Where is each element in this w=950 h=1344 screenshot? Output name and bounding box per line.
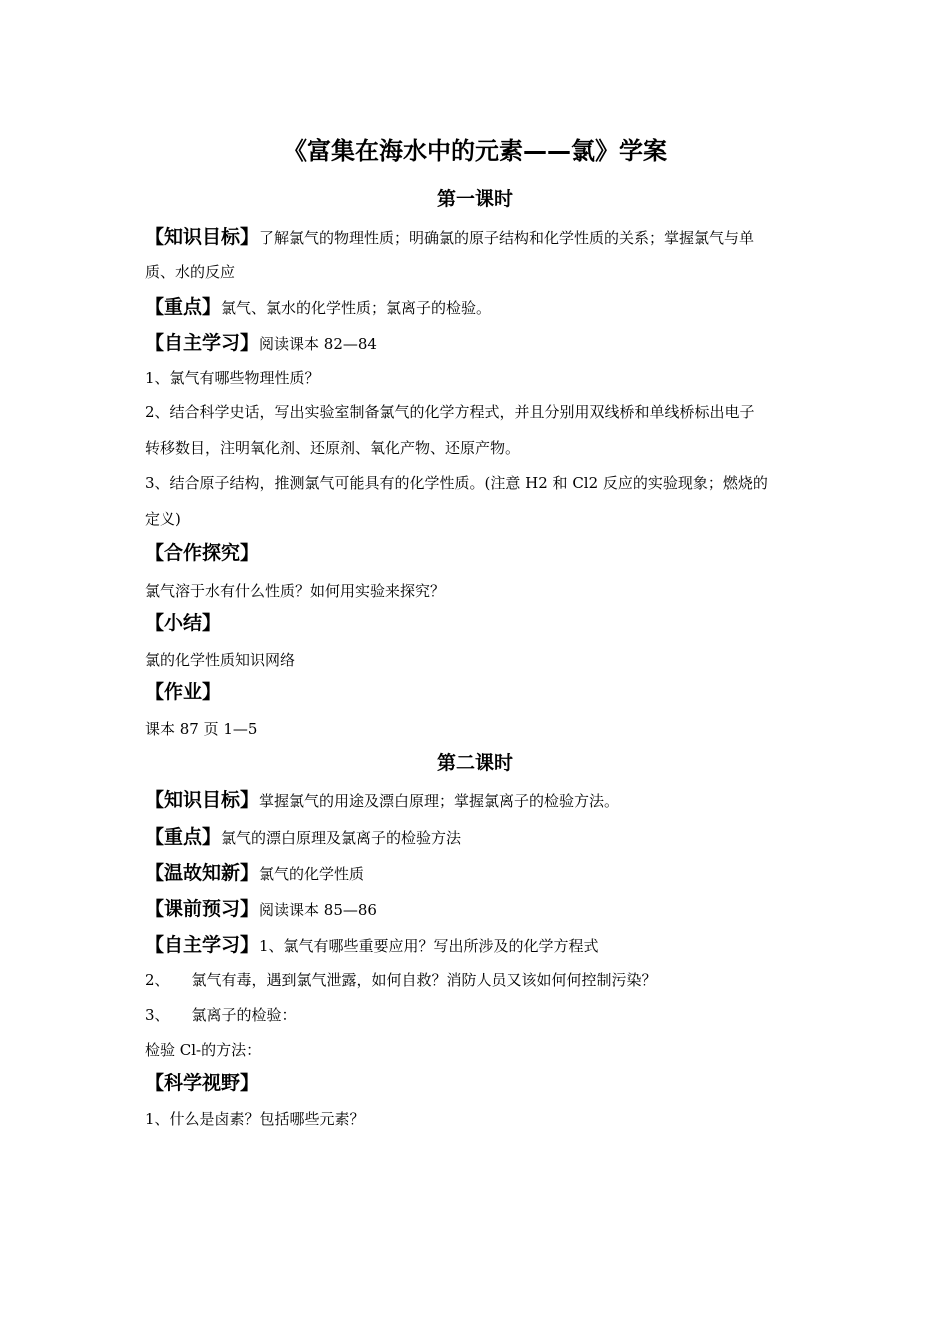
homework-heading: [145, 681, 815, 704]
lesson-2-question-2: [145, 969, 815, 991]
homework-label: 【作业】: [145, 681, 222, 703]
self-study-text: 阅读课本 82—84: [259, 335, 377, 353]
lesson-2-review: [145, 862, 815, 885]
question-2-cont: 转移数目，注明氧化剂、还原剂、氧化产物、还原产物。: [145, 439, 521, 457]
summary-heading: [145, 612, 815, 635]
lesson-2-self-study: [145, 934, 815, 957]
homework-text: 课本 87 页 1—5: [145, 720, 258, 738]
goal-text: 了解氯气的物理性质；明确氯的原子结构和化学性质的关系；掌握氯气与单: [259, 229, 755, 247]
cooperation-label: 【合作探究】: [145, 542, 260, 564]
lesson-1-goal: [145, 226, 815, 249]
question-3: 3、结合原子结构，推测氯气可能具有的化学性质。(注意 H2 和 Cl2 反应的实验现象；燃烧的: [145, 474, 768, 492]
goal-label: 【知识目标】: [145, 226, 260, 248]
cooperation-text: 氯气溶于水有什么性质？如何用实验来探究？: [145, 582, 446, 600]
lesson-2-question-3: [145, 1004, 815, 1026]
self-study-label: 【自主学习】: [145, 332, 260, 354]
self-study-label: 【自主学习】: [145, 934, 260, 956]
summary-label: 【小结】: [145, 612, 222, 634]
question-3-cont: 定义): [145, 510, 181, 528]
lesson-2-heading: 第二课时: [436, 752, 513, 774]
key-text: 氯气的漂白原理及氯离子的检验方法: [221, 829, 462, 847]
lesson-2-preview: [145, 898, 815, 921]
lesson-1-self-study: [145, 332, 815, 355]
key-label: 【重点】: [145, 826, 222, 848]
lesson-2-key: [145, 826, 815, 849]
chloride-test-method: 检验 Cl-的方法：: [145, 1041, 262, 1059]
summary-text: 氯的化学性质知识网络: [145, 651, 296, 669]
goal-text: 掌握氯气的用途及漂白原理；掌握氯离子的检验方法。: [259, 792, 620, 810]
review-text: 氯气的化学性质: [259, 865, 365, 883]
goal-label: 【知识目标】: [145, 789, 260, 811]
key-text: 氯气、氯水的化学性质；氯离子的检验。: [221, 299, 492, 317]
self-study-text: 1、氯气有哪些重要应用？写出所涉及的化学方程式: [259, 937, 599, 955]
question-text: 氯气有毒，遇到氯气泄露，如何自救？消防人员又该如何何控制污染？: [191, 971, 657, 989]
science-vision-label: 【科学视野】: [145, 1072, 260, 1094]
question-number: 2、: [145, 971, 170, 989]
lesson-2-goal: [145, 789, 815, 812]
preview-label: 【课前预习】: [145, 898, 260, 920]
document-title: 《富集在海水中的元素——氯》学案: [283, 137, 667, 165]
question-1: 1、氯气有哪些物理性质？: [145, 369, 320, 387]
key-label: 【重点】: [145, 296, 222, 318]
cooperation-heading: [145, 542, 815, 565]
preview-text: 阅读课本 85—86: [259, 901, 377, 919]
lesson-1-key: [145, 296, 815, 319]
lesson-1-goal-cont: 质、水的反应: [145, 263, 236, 281]
lesson-1-heading: 第一课时: [436, 188, 513, 210]
science-vision-heading: [145, 1072, 815, 1095]
science-vision-question-1: 1、什么是卤素？包括哪些元素？: [145, 1110, 365, 1128]
question-2: 2、结合科学史话，写出实验室制备氯气的化学方程式，并且分别用双线桥和单线桥标出电子: [145, 403, 755, 421]
review-label: 【温故知新】: [145, 862, 260, 884]
question-text: 氯离子的检验：: [191, 1006, 297, 1024]
question-number: 3、: [145, 1006, 170, 1024]
